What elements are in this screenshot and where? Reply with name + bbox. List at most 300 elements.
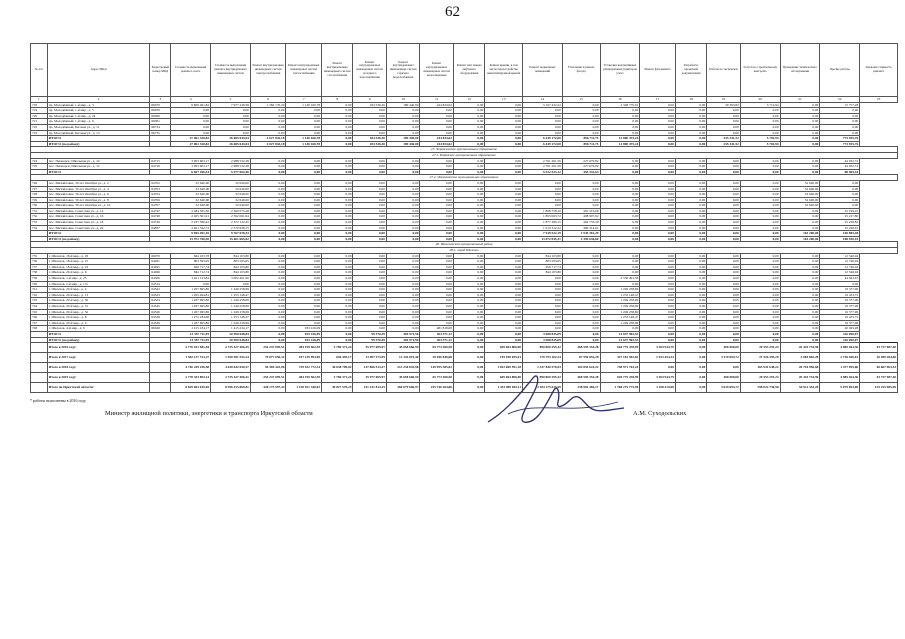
value-cell: 0,00 xyxy=(322,298,353,304)
value-cell: 0,00 xyxy=(286,309,322,315)
value-cell: 2 461 322,73 xyxy=(171,225,211,231)
value-cell: 0,00 xyxy=(453,119,484,125)
value-cell: 0,00 xyxy=(286,192,322,198)
value-cell: 0,00 xyxy=(640,208,676,214)
value-cell: 0,00 xyxy=(740,303,780,309)
value-cell: 25 217,80 xyxy=(820,214,860,220)
value-cell: 0,00 xyxy=(640,158,676,164)
value-cell: 2 370 626,15 xyxy=(211,225,251,231)
value-cell: 0,00 xyxy=(675,373,706,383)
value-cell: 0,00 xyxy=(386,276,420,282)
value-cell: 0,00 xyxy=(453,164,484,170)
value-cell: 0,00 xyxy=(562,326,600,332)
value-cell: 0,00 xyxy=(286,186,322,192)
value-cell: 0,00 xyxy=(485,298,523,304)
value-cell: 0,00 xyxy=(353,309,387,315)
value-cell: 1 415 234,17 xyxy=(211,326,251,332)
footnote: * работы выполнены в 2016 году xyxy=(30,398,86,403)
value-cell: 45 658 666,59 xyxy=(386,343,420,353)
value-cell: 1 267 695,86 xyxy=(171,320,211,326)
value-cell: 0,00 xyxy=(453,130,484,136)
value-cell: 0,00 xyxy=(675,220,706,226)
value-cell: 0,00 xyxy=(322,214,353,220)
value-cell: 0,00 xyxy=(211,281,251,287)
value-cell: 188 950,92 xyxy=(820,236,860,242)
value-cell: 19 377,96 xyxy=(820,287,860,293)
row-number: 732 xyxy=(31,214,48,220)
value-cell: 0,00 xyxy=(600,192,640,198)
value-cell: 0,00 xyxy=(640,320,676,326)
value-cell: 0,00 xyxy=(562,119,600,125)
value-cell: 0,00 xyxy=(523,298,563,304)
value-cell: 316 090,07 xyxy=(820,337,860,343)
value-cell: 0,00 xyxy=(675,108,706,114)
value-cell: 0,00 xyxy=(286,197,322,203)
column-header: Услуги по строительному контролю xyxy=(740,44,780,97)
value-cell: 0,00 xyxy=(675,353,706,363)
section-title: 27.1. Кировское муниципальное образование xyxy=(31,152,898,158)
value-cell: 20 553 291,24 xyxy=(740,343,780,353)
value-cell: 0,00 xyxy=(286,292,322,298)
value-cell: 1 272 184,66 xyxy=(171,315,211,321)
value-cell: 0,00 xyxy=(675,270,706,276)
code-cell: 64528 xyxy=(150,315,171,321)
value-cell: 0,00 xyxy=(453,383,484,393)
value-cell: 0,00 xyxy=(740,259,780,265)
value-cell: 0,00 xyxy=(250,214,286,220)
row-number: 720 xyxy=(31,113,48,119)
value-cell: 0,00 xyxy=(250,186,286,192)
value-cell: 27 061 320,82 xyxy=(171,136,211,142)
value-cell: 2 778 333 803,14 xyxy=(171,373,211,383)
value-cell: 0,00 xyxy=(211,124,251,130)
row-number: 747 xyxy=(31,320,48,326)
value-cell: 0,00 xyxy=(780,136,820,142)
value-cell: 20 990 648,84 xyxy=(211,337,251,343)
column-index: 21 xyxy=(780,97,820,103)
value-cell: 0,00 xyxy=(485,225,523,231)
value-cell: 3 204 944,79 xyxy=(640,373,676,383)
value-cell: 2 372 122,45 xyxy=(211,220,251,226)
value-cell: 0,00 xyxy=(286,231,322,237)
total-row xyxy=(31,363,898,373)
value-cell: 0,00 xyxy=(453,225,484,231)
value-cell: 0,00 xyxy=(322,158,353,164)
value-cell: 0,00 xyxy=(523,180,563,186)
value-cell: 316 090,07 xyxy=(820,331,860,337)
value-cell: 0,00 xyxy=(640,259,676,265)
code-cell: 64748 xyxy=(150,214,171,220)
value-cell: 0,00 xyxy=(485,287,523,293)
value-cell: 0,00 xyxy=(485,303,523,309)
code-cell: 66070 xyxy=(150,253,171,259)
value-cell: 0,00 xyxy=(485,231,523,237)
value-cell: 0,00 xyxy=(453,214,484,220)
value-cell: 0,00 xyxy=(523,309,563,315)
value-cell: 184 536,30 xyxy=(353,102,387,108)
value-cell: 5 702,94 xyxy=(740,136,780,142)
value-cell: 0,00 xyxy=(286,164,322,170)
value-cell: 0,00 xyxy=(250,169,286,175)
value-cell: 1 249 258,69 xyxy=(600,298,640,304)
value-cell: 163 200,00 xyxy=(780,231,820,237)
value-cell: 1 327 840 270,03 xyxy=(523,363,563,373)
address-cell: пос. Михайловка, 30 лет Октября ул., д. 8 xyxy=(47,197,150,203)
value-cell: 0,00 xyxy=(420,259,454,265)
value-cell: 3 003 603,17 xyxy=(171,158,211,164)
value-cell: 15 661 665,02 xyxy=(211,236,251,242)
value-cell: 0,00 xyxy=(453,158,484,164)
value-cell: 0,00 xyxy=(485,309,523,315)
value-cell: 844 103,80 xyxy=(523,253,563,259)
value-cell: 933 416,09 xyxy=(286,331,322,337)
value-cell: 0,00 xyxy=(353,264,387,270)
value-cell: 0,00 xyxy=(675,303,706,309)
value-cell: 0,00 xyxy=(386,264,420,270)
value-cell: 0,00 xyxy=(707,214,741,220)
value-cell: 0,00 xyxy=(485,214,523,220)
value-cell: 0,00 xyxy=(322,337,353,343)
value-cell: 0,00 xyxy=(386,270,420,276)
value-cell: 3 204 944,79 xyxy=(640,343,676,353)
value-cell: 1 249 258,69 xyxy=(600,287,640,293)
value-cell: 0,00 xyxy=(600,264,640,270)
value-cell: 0,00 xyxy=(485,197,523,203)
value-cell: 0,00 xyxy=(600,197,640,203)
value-cell: 238 981 484,17 xyxy=(562,383,600,393)
value-cell: 0,00 xyxy=(420,287,454,293)
value-cell: 0,00 xyxy=(562,315,600,321)
value-cell: 0,00 xyxy=(386,197,420,203)
value-cell: 0,00 xyxy=(386,309,420,315)
address-cell: Итого в 2019 году: xyxy=(47,373,150,383)
value-cell: 0,00 xyxy=(740,186,780,192)
value-cell: 39 363,82 xyxy=(707,102,741,108)
code-cell xyxy=(150,353,171,363)
value-cell: 0,00 xyxy=(353,298,387,304)
value-cell: 0,00 xyxy=(675,158,706,164)
value-cell: 0,00 xyxy=(420,169,454,175)
value-cell: 0,00 xyxy=(353,326,387,332)
value-cell: 1 265 494,81 xyxy=(171,292,211,298)
address-cell: пр. Молодёжный, Беговая ул., д. 11 xyxy=(47,124,150,130)
value-cell: 896 711,75 xyxy=(562,141,600,147)
column-index: 1 xyxy=(31,97,48,103)
column-index: 20 xyxy=(740,97,780,103)
value-cell: 0,00 xyxy=(453,253,484,259)
value-cell: 0,00 xyxy=(453,343,484,353)
value-cell: 0,00 xyxy=(353,236,387,242)
address-cell: г. Шелехов, 20-й мкр., д. 31 xyxy=(47,303,150,309)
value-cell: 0,00 xyxy=(640,124,676,130)
row-number: 742 xyxy=(31,292,48,298)
value-cell: 1 550 581 552,24 xyxy=(211,353,251,363)
value-cell: 0,00 xyxy=(562,102,600,108)
value-cell: 626 775 478,99 xyxy=(600,373,640,383)
row-number: 729 xyxy=(31,197,48,203)
signatory-title: Министр жилищной политики, энергетики и транспорта Иркутской области xyxy=(105,410,313,417)
value-cell: 0,00 xyxy=(707,231,741,237)
value-cell: 0,00 xyxy=(286,169,322,175)
value-cell: 0,00 xyxy=(740,119,780,125)
code-cell: 66049 xyxy=(150,326,171,332)
value-cell: 0,00 xyxy=(286,298,322,304)
value-cell: 0,00 xyxy=(640,236,676,242)
value-cell: 0,00 xyxy=(562,303,600,309)
value-cell: 0,00 xyxy=(640,337,676,343)
value-cell: 0,00 xyxy=(353,270,387,276)
value-cell: 844 712,74 xyxy=(171,270,211,276)
value-cell: 0,00 xyxy=(640,270,676,276)
value-cell: 100 885,48 xyxy=(820,231,860,237)
value-cell: 0,00 xyxy=(600,130,640,136)
value-cell: 0,00 xyxy=(707,164,741,170)
value-cell: 327 181 502,82 xyxy=(600,353,640,363)
value-cell: 0,00 xyxy=(707,298,741,304)
value-cell: 0,00 xyxy=(707,203,741,209)
column-index: 15 xyxy=(562,97,600,103)
value-cell: 0,00 xyxy=(420,108,454,114)
value-cell: 0,00 xyxy=(353,292,387,298)
value-cell: 2 988 532,28 xyxy=(211,158,251,164)
address-cell: пос. Михайловка, 30 лет Октября ул., д. 10 xyxy=(47,203,150,209)
value-cell: 649 064 806,00 xyxy=(485,373,523,383)
value-cell: 0,00 xyxy=(453,124,484,130)
value-cell: 0,00 xyxy=(485,253,523,259)
value-cell: 1 877 389,15 xyxy=(523,220,563,226)
value-cell: 2 735 427 406,45 xyxy=(211,343,251,353)
value-cell: 0,00 xyxy=(562,192,600,198)
value-cell: 0,00 xyxy=(286,320,322,326)
code-cell: 64524 xyxy=(150,298,171,304)
value-cell: 649 064 806,00 xyxy=(485,343,523,353)
column-index: 23 xyxy=(860,97,898,103)
value-cell: 0,00 xyxy=(386,180,420,186)
value-cell: 0,00 xyxy=(640,292,676,298)
value-cell: 0,00 xyxy=(286,124,322,130)
value-cell: 12 344 019,40 xyxy=(386,353,420,363)
column-header: Ремонт внутридомовых инженерных систем водоотведения xyxy=(420,44,454,97)
value-cell: 213 236 843,98 xyxy=(386,363,420,373)
value-cell: 0,00 xyxy=(675,276,706,282)
value-cell: 0,00 xyxy=(820,197,860,203)
value-cell: 0,00 xyxy=(353,197,387,203)
value-cell: 244 834,62 xyxy=(420,102,454,108)
value-cell: 0,00 xyxy=(485,281,523,287)
value-cell: 2 484 305,30 xyxy=(171,208,211,214)
value-cell: 0,00 xyxy=(353,192,387,198)
column-index: 22 xyxy=(820,97,860,103)
value-cell: 29 046 840,68 xyxy=(420,353,454,363)
value-cell: 0,00 xyxy=(600,169,640,175)
address-cell: пос. Михайловка, 30 лет Октября ул., д. 4 xyxy=(47,186,150,192)
value-cell: 0,00 xyxy=(353,203,387,209)
code-cell: 66069 xyxy=(150,113,171,119)
value-cell: 163 200,00 xyxy=(780,236,820,242)
value-cell: 0,00 xyxy=(322,102,353,108)
address-cell: Итого в 2016 году: xyxy=(47,343,150,353)
code-cell: 66061 xyxy=(150,119,171,125)
value-cell: 0,00 xyxy=(780,119,820,125)
value-cell: 99 370,49 xyxy=(353,337,387,343)
value-cell: 803 593,65 xyxy=(523,259,563,265)
value-cell: 3 002 401,96 xyxy=(211,276,251,282)
value-cell: 9 767 078,33 xyxy=(211,231,251,237)
value-cell: 0,00 xyxy=(453,309,484,315)
address-cell: ИТОГО (по району) xyxy=(47,236,150,242)
code-cell: 64749 xyxy=(150,220,171,226)
value-cell: 0,00 xyxy=(562,337,600,343)
value-cell: 0,00 xyxy=(211,119,251,125)
value-cell: 0,00 xyxy=(322,208,353,214)
value-cell: 0,00 xyxy=(386,124,420,130)
value-cell: 1 249 258,69 xyxy=(211,298,251,304)
address-cell: пос. Михайловка, Советская ул., д. 16 xyxy=(47,214,150,220)
value-cell: 304 971,50 xyxy=(386,331,420,337)
row-number: 746 xyxy=(31,315,48,321)
value-cell: 0,00 xyxy=(675,119,706,125)
value-cell: 626 775 478,99 xyxy=(600,343,640,353)
value-cell: 6 449 172,00 xyxy=(523,136,563,142)
value-cell: 0,00 xyxy=(707,331,741,337)
value-cell: 890 800 295,32 xyxy=(523,343,563,353)
value-cell: 0,00 xyxy=(453,192,484,198)
value-cell: 1 868 758,10 xyxy=(523,208,563,214)
value-cell: 0,00 xyxy=(485,119,523,125)
value-cell: 0,00 xyxy=(523,186,563,192)
value-cell: 0,00 xyxy=(600,281,640,287)
value-cell: 0,00 xyxy=(322,331,353,337)
value-cell: 0,00 xyxy=(707,130,741,136)
value-cell: 0,00 xyxy=(707,186,741,192)
value-cell: 19 377,96 xyxy=(820,298,860,304)
value-cell: 455 341,64 xyxy=(562,169,600,175)
value-cell: 0,00 xyxy=(420,113,454,119)
value-cell: 0,00 xyxy=(250,108,286,114)
value-cell: 0,00 xyxy=(322,130,353,136)
value-cell: 0,00 xyxy=(640,225,676,231)
value-cell: 0,00 xyxy=(600,108,640,114)
value-cell: 3 021 123,84 xyxy=(171,276,211,282)
total-row xyxy=(31,343,898,353)
value-cell: 0,00 xyxy=(740,326,780,332)
value-cell: 0,00 xyxy=(675,236,706,242)
value-cell: 3 988 835,09 xyxy=(523,331,563,337)
value-cell: 803 593,65 xyxy=(211,259,251,265)
value-cell: 0,00 xyxy=(420,253,454,259)
address-cell: г. Шелехов, 20-й мкр., д. 8 xyxy=(47,315,150,321)
value-cell: 0,00 xyxy=(675,192,706,198)
value-cell: 729 922 772,34 xyxy=(286,363,322,373)
value-cell: 0,00 xyxy=(640,309,676,315)
code-cell: 64707 xyxy=(150,203,171,209)
value-cell: 0,00 xyxy=(420,208,454,214)
value-cell: 0,00 xyxy=(600,225,640,231)
column-index: 10 xyxy=(386,97,420,103)
value-cell: 40 827 570,25 xyxy=(322,383,353,393)
value-cell: 1 267 695,86 xyxy=(171,309,211,315)
value-cell: 0,00 xyxy=(485,270,523,276)
value-cell: 0,00 xyxy=(740,192,780,198)
value-cell: 0,00 xyxy=(707,315,741,321)
value-cell: 107 139 993,69 xyxy=(286,353,322,363)
value-cell: 0,00 xyxy=(386,158,420,164)
value-cell: 0,00 xyxy=(780,102,820,108)
value-cell: 0,00 xyxy=(740,208,780,214)
row-number: 735 xyxy=(31,253,48,259)
value-cell: 6 449 172,00 xyxy=(523,141,563,147)
value-cell: 0,00 xyxy=(675,113,706,119)
value-cell: 0,00 xyxy=(675,264,706,270)
value-cell: 0,00 xyxy=(250,113,286,119)
value-cell: 0,00 xyxy=(322,259,353,265)
value-cell: 0,00 xyxy=(211,108,251,114)
value-cell: 125 225 985,69 xyxy=(860,383,898,393)
value-cell: 0,00 xyxy=(353,186,387,192)
value-cell: 0,00 xyxy=(250,203,286,209)
value-cell: 2 399 636,60 xyxy=(562,236,600,242)
value-cell: 0,00 xyxy=(420,130,454,136)
value-cell: 0,00 xyxy=(250,231,286,237)
value-cell: 400 000,00 xyxy=(707,373,741,383)
address-cell: г. Шелехов, 18-й мкр., д. 21 xyxy=(47,259,150,265)
value-cell: 227 670,82 xyxy=(562,158,600,164)
value-cell: 844 103,78 xyxy=(171,253,211,259)
value-cell: 0,00 xyxy=(485,164,523,170)
value-cell: 0,00 xyxy=(250,287,286,293)
address-cell: Итого в 2018 году: xyxy=(47,363,150,373)
value-cell: 2 556 491,56 xyxy=(600,276,640,282)
value-cell: 0,00 xyxy=(820,180,860,186)
column-header: Кадастровый номер МКД xyxy=(150,44,171,97)
column-header: Удельная стоимость ремонта xyxy=(860,44,898,97)
value-cell: 0,00 xyxy=(600,180,640,186)
value-cell: 0,00 xyxy=(675,315,706,321)
value-cell: 0,00 xyxy=(386,236,420,242)
value-cell: 0,00 xyxy=(707,158,741,164)
value-cell: 32 640,00 xyxy=(211,180,251,186)
value-cell: 1 158 921 340,02 xyxy=(286,383,322,393)
value-cell: 3 219 094,72 xyxy=(707,353,741,363)
value-cell: 0,00 xyxy=(420,315,454,321)
value-cell: 1 477 995,60 xyxy=(820,363,860,373)
value-cell: 0,00 xyxy=(485,102,523,108)
value-cell: 0,00 xyxy=(353,320,387,326)
value-cell: 149 955 385,02 xyxy=(420,363,454,373)
value-cell: 0,00 xyxy=(485,108,523,114)
value-cell: 0,00 xyxy=(322,113,353,119)
value-cell: 0,00 xyxy=(250,276,286,282)
value-cell: 844 103,80 xyxy=(523,270,563,276)
value-cell: 0,00 xyxy=(707,119,741,125)
value-cell: 3 108 419,68 xyxy=(640,383,676,393)
value-cell: 0,00 xyxy=(250,331,286,337)
row-number: 738 xyxy=(31,270,48,276)
value-cell: 13 097 573,99 xyxy=(353,353,387,363)
value-cell: 0,00 xyxy=(640,231,676,237)
row-number: 722 xyxy=(31,124,48,130)
value-cell: 0,00 xyxy=(640,331,676,337)
value-cell: 0,00 xyxy=(740,158,780,164)
value-cell: 0,00 xyxy=(640,192,676,198)
value-cell: 3 003 603,17 xyxy=(171,164,211,170)
value-cell: 0,00 xyxy=(420,220,454,226)
value-cell: 0,00 xyxy=(600,203,640,209)
page-number: 62 xyxy=(445,4,460,20)
value-cell: 0,00 xyxy=(523,326,563,332)
value-cell: 0,00 xyxy=(353,119,387,125)
value-cell: 102 855 624,22 xyxy=(562,363,600,373)
